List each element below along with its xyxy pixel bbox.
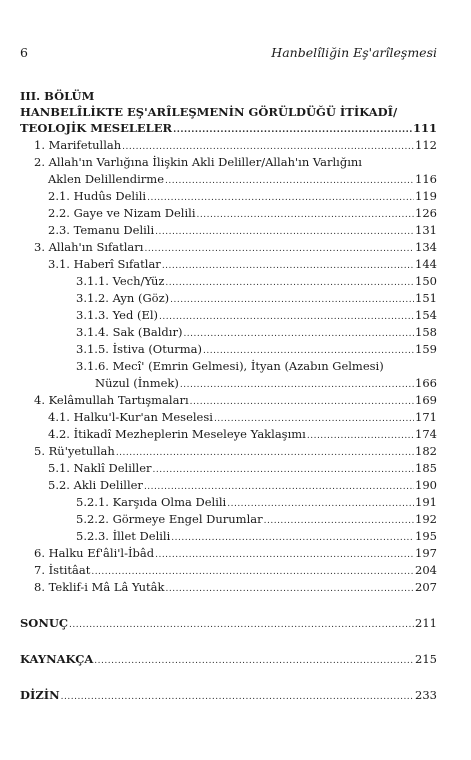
toc-entry: [20, 494, 437, 511]
toc-entry-title: 3.1. Haberî Sıfatlar: [48, 257, 161, 271]
toc-entry-page: 112: [415, 138, 437, 152]
dot-leader: [170, 292, 414, 309]
toc-entry: [20, 205, 437, 222]
toc-entry-page: 215: [415, 652, 437, 666]
toc-entry: [20, 324, 437, 341]
toc-entry: [20, 290, 437, 307]
toc-entry-title: 3.1.3. Yed (El): [76, 308, 159, 322]
toc-entry-title: 4.2. İtikadî Mezheplerin Meseleye Yaklaşımı: [48, 427, 306, 441]
dot-leader: [155, 547, 414, 564]
toc-entry-title: 2.1. Hudûs Delili: [48, 189, 147, 203]
toc-entry-title: 8. Teklif-i Mâ Lâ Yutâk: [34, 580, 165, 594]
toc-entry-title: TEOLOJİK MESELELER: [20, 121, 173, 135]
toc-entry-title: SONUÇ: [20, 616, 69, 630]
toc-entry-title: 6. Halku Ef'âli'l-İbâd: [34, 546, 155, 560]
dot-leader: [165, 173, 414, 190]
toc-entry-page: 207: [415, 580, 437, 594]
toc-entry: [20, 137, 437, 154]
toc-entry-page: 166: [415, 376, 437, 390]
toc-entry: [20, 443, 437, 460]
toc-entry-title: 4. Kelâmullah Tartışmaları: [34, 393, 189, 407]
toc-entry-title: 4.1. Halku'l-Kur'an Meselesi: [48, 410, 213, 424]
toc-entry: [20, 239, 437, 256]
toc-entry-part-title: [20, 120, 437, 137]
toc-entry-title: 1. Marifetullah: [34, 138, 122, 152]
toc-entry-title: 2.3. Temanu Delili: [48, 223, 155, 237]
toc-entry-page: 174: [415, 427, 437, 441]
toc-entry: [20, 256, 437, 273]
toc-entry-page: 144: [415, 257, 437, 271]
running-head: Hanbelîliğin Eş'arîleşmesi: [271, 45, 437, 60]
toc-entry-index: [20, 687, 437, 704]
part-title-line: HANBELÎLİKTE EŞ'ARÎLEŞMENİN GÖRÜLDÜĞÜ İTİKADÎ/: [20, 105, 398, 119]
toc-entry-page: 158: [415, 325, 437, 339]
dot-leader: [144, 241, 414, 258]
toc-entry-page: 204: [415, 563, 437, 577]
dot-leader: [69, 617, 414, 634]
toc-entry-title: 5.2. Akli Deliller: [48, 478, 143, 492]
toc-entry-page: 185: [415, 461, 437, 475]
page-number: 6: [20, 45, 28, 60]
toc-entry-conclusion: [20, 615, 437, 632]
toc-entry: [20, 460, 437, 477]
dot-leader: [162, 258, 414, 275]
toc-entry: [20, 562, 437, 579]
toc-entry-page: 150: [415, 274, 437, 288]
spacer: [20, 668, 437, 687]
dot-leader: [183, 326, 414, 343]
toc-entry: [20, 188, 437, 205]
toc-entry-page: 151: [415, 291, 437, 305]
toc-entry: [20, 171, 437, 188]
toc-entry-title: 5.2.3. İllet Delili: [76, 529, 171, 543]
toc-entry-title: 5. Rü'yetullah: [34, 444, 115, 458]
dot-leader: [264, 513, 414, 530]
toc-entry: [20, 511, 437, 528]
dot-leader: [197, 207, 415, 224]
toc-entry-title: 2.2. Gaye ve Nizam Delili: [48, 206, 196, 220]
toc-entry: [20, 477, 437, 494]
toc-entry: [20, 579, 437, 596]
part-label: III. BÖLÜM: [20, 89, 95, 103]
dot-leader: [307, 428, 414, 445]
dot-leader: [190, 394, 414, 411]
toc-entry: [20, 341, 437, 358]
toc-entry-bibliography: [20, 651, 437, 668]
dot-leader: [171, 530, 414, 547]
dot-leader: [94, 653, 414, 670]
spacer: [20, 596, 437, 615]
toc-entry-title: 3. Allah'ın Sıfatları: [34, 240, 144, 254]
toc-entry-title: 3.1.5. İstiva (Oturma): [76, 342, 203, 356]
toc-entry: [20, 222, 437, 239]
toc-entry-title: Nüzul (İnmek): [95, 376, 179, 390]
toc-entry-page: 119: [415, 189, 437, 203]
toc-entry-title: 7. İstitâat: [34, 563, 91, 577]
toc-entry-page: 116: [415, 172, 437, 186]
toc-entry-title-line: 2. Allah'ın Varlığına İlişkin Akli Deliller/Allah'ın Varlığını: [34, 155, 362, 169]
toc-entry-page: 233: [415, 688, 437, 702]
toc-entry: [20, 528, 437, 545]
table-of-contents: [20, 88, 437, 704]
toc-entry-title: 5.1. Naklî Deliller: [48, 461, 152, 475]
toc-entry-page: 134: [415, 240, 437, 254]
dot-leader: [116, 445, 414, 462]
toc-entry: [20, 392, 437, 409]
toc-entry-page: 126: [415, 206, 437, 220]
toc-entry-page: 182: [415, 444, 437, 458]
toc-entry-title: DİZİN: [20, 688, 60, 702]
toc-entry: [20, 545, 437, 562]
dot-leader: [165, 275, 414, 292]
toc-entry: [20, 307, 437, 324]
toc-entry-page: 154: [415, 308, 437, 322]
dot-leader: [165, 581, 414, 598]
toc-entry-page: 171: [415, 410, 437, 424]
toc-entry-title: 3.1.2. Ayn (Göz): [76, 291, 170, 305]
toc-entry: [20, 426, 437, 443]
toc-entry: [20, 273, 437, 290]
toc-entry-page: 131: [415, 223, 437, 237]
toc-entry-title: Aklen Delillendirme: [48, 172, 165, 186]
toc-entry-title: KAYNAKÇA: [20, 652, 94, 666]
toc-entry: [20, 409, 437, 426]
dot-leader: [173, 122, 412, 139]
toc-entry-title-line: 3.1.6. Mecî' (Emrin Gelmesi), İtyan (Azabın Gelmesi): [76, 359, 384, 373]
toc-entry-page: 195: [415, 529, 437, 543]
toc-entry-title: 5.2.2. Görmeye Engel Durumlar: [76, 512, 263, 526]
toc-entry-title: 3.1.4. Sak (Baldır): [76, 325, 183, 339]
toc-entry-page: 169: [415, 393, 437, 407]
dot-leader: [159, 309, 414, 326]
toc-entry: [20, 375, 437, 392]
toc-entry-title: 5.2.1. Karşıda Olma Delili: [76, 495, 227, 509]
toc-entry-page: 211: [415, 616, 437, 630]
dot-leader: [180, 377, 414, 394]
toc-entry-page: 197: [415, 546, 437, 560]
dot-leader: [153, 462, 415, 479]
toc-entry-page: 159: [415, 342, 437, 356]
spacer: [20, 632, 437, 651]
dot-leader: [61, 689, 414, 706]
dot-leader: [155, 224, 414, 241]
toc-entry-page: 191: [415, 495, 437, 509]
toc-entry-page: 190: [415, 478, 437, 492]
toc-entry-title: 3.1.1. Vech/Yüz: [76, 274, 165, 288]
page-header: [20, 45, 437, 63]
toc-entry-page: 192: [415, 512, 437, 526]
toc-entry-page: 111: [412, 121, 437, 135]
